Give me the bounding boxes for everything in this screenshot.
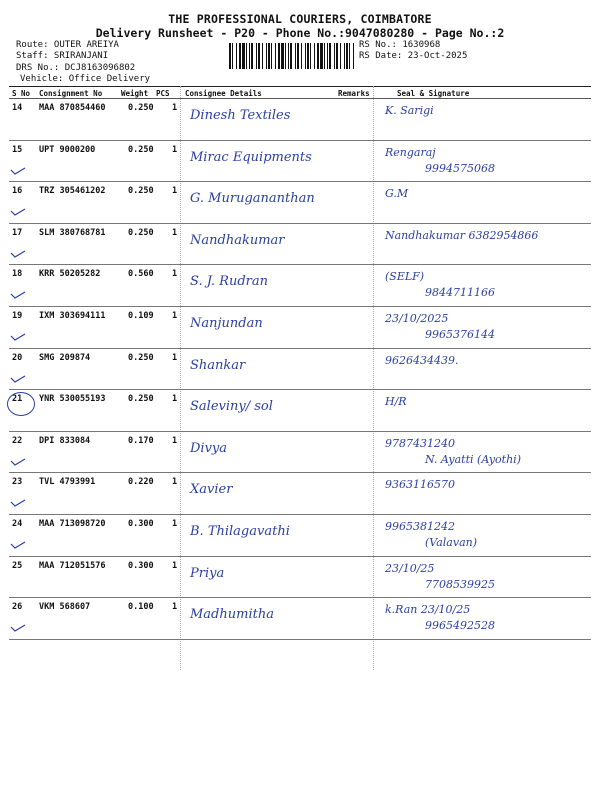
row-weight: 0.250	[128, 352, 154, 363]
row-sno: 21	[12, 394, 23, 405]
row-sno: 20	[12, 352, 23, 363]
row-signature-handwriting: G.M	[385, 187, 409, 201]
row-divider	[9, 514, 591, 515]
delivered-tick-icon	[10, 458, 26, 466]
rs-date: RS Date: 23-Oct-2025	[359, 51, 468, 61]
row-consignee-handwriting: Priya	[190, 565, 225, 581]
row-consignment-no: TRZ 305461202	[39, 186, 106, 197]
delivered-tick-icon	[10, 208, 26, 216]
row-consignment-no: TVL 4793991	[39, 477, 96, 488]
row-pcs: 1	[172, 602, 178, 613]
row-signature-handwriting: 9363116570	[385, 478, 455, 492]
row-signature-phone-handwriting: (Valavan)	[425, 536, 478, 549]
row-pcs: 1	[172, 186, 178, 197]
header-bottom-rule	[9, 98, 591, 99]
col-header-remarks: Remarks	[338, 89, 370, 98]
col-header-sno: S No	[12, 89, 31, 98]
row-signature-handwriting: 9787431240	[385, 436, 455, 450]
row-consignee-handwriting: Dinesh Textiles	[190, 108, 291, 123]
row-sno: 23	[12, 477, 23, 488]
row-weight: 0.100	[128, 602, 154, 613]
row-pcs: 1	[172, 394, 178, 405]
row-signature-phone-handwriting: N. Ayatti (Ayothi)	[425, 452, 521, 466]
row-consignee-handwriting: Nanjundan	[190, 316, 263, 331]
row-divider	[9, 140, 591, 141]
row-signature-handwriting: (SELF)	[385, 270, 425, 284]
row-signature-handwriting: 23/10/2025	[385, 312, 449, 325]
row-signature-phone-handwriting: 9965492528	[425, 619, 495, 633]
row-pcs: 1	[172, 311, 178, 321]
row-21-circle-mark	[7, 392, 35, 416]
row-sno: 17	[12, 227, 23, 238]
col-header-consignment: Consignment No	[39, 89, 103, 98]
row-divider	[9, 223, 591, 224]
row-consignee-handwriting: Saleviny/ sol	[190, 399, 273, 415]
row-signature-handwriting: k.Ran 23/10/25	[385, 603, 471, 617]
row-pcs: 1	[172, 560, 178, 571]
delivered-tick-icon	[10, 333, 26, 341]
row-pcs: 1	[172, 477, 178, 488]
row-consignee-handwriting: Nandhakumar	[190, 232, 285, 248]
drs-number: DRS No.: DCJ8163096802	[16, 63, 136, 73]
row-pcs: 1	[172, 435, 178, 446]
row-pcs: 1	[172, 227, 178, 238]
row-consignment-no: DPI 833084	[39, 435, 91, 446]
row-pcs: 1	[172, 103, 178, 113]
rs-number: RS No.: 1630968	[359, 40, 441, 50]
delivered-tick-icon	[10, 499, 26, 507]
row-sno: 19	[12, 311, 23, 321]
row-consignment-no: YNR 530055193	[39, 394, 106, 405]
row-signature-phone-handwriting: 9844711166	[425, 286, 495, 300]
row-sno: 18	[12, 269, 23, 280]
row-sno: 25	[12, 560, 23, 571]
col-header-consignee: Consignee Details	[185, 89, 262, 98]
row-signature-phone-handwriting: 9965376144	[425, 328, 495, 341]
delivered-tick-icon	[10, 541, 26, 549]
row-consignee-handwriting: S. J. Rudran	[190, 274, 268, 290]
row-weight: 0.170	[128, 435, 154, 446]
row-consignee-handwriting: Divya	[190, 440, 228, 456]
row-signature-phone-handwriting: 9994575068	[425, 161, 495, 175]
row-sno: 24	[12, 519, 23, 529]
row-weight: 0.250	[128, 394, 154, 405]
row-weight: 0.250	[128, 227, 154, 238]
row-weight: 0.250	[128, 144, 154, 155]
delivered-tick-icon	[10, 624, 26, 632]
row-consignment-no: SMG 209874	[39, 352, 91, 363]
runsheet-subtitle: Delivery Runsheet - P20 - Phone No.:9047080280 - Page No.:2	[95, 26, 505, 40]
row-consignee-handwriting: Xavier	[190, 482, 233, 498]
vehicle-label: Vehicle: Office Delivery	[20, 74, 151, 84]
col-header-pcs: PCS	[156, 89, 170, 98]
row-sno: 26	[12, 602, 23, 613]
row-divider	[9, 472, 591, 473]
delivered-tick-icon	[10, 250, 26, 258]
row-consignment-no: MAA 713098720	[39, 519, 106, 529]
row-divider	[9, 389, 591, 390]
row-consignment-no: MAA 870854460	[39, 103, 106, 113]
row-divider	[9, 264, 591, 265]
row-signature-handwriting: Rengaraj	[385, 145, 436, 159]
row-divider	[9, 306, 591, 307]
row-consignee-handwriting: G. Murugananthan	[190, 191, 315, 207]
row-pcs: 1	[172, 519, 178, 529]
col-divider-consignee	[180, 86, 181, 670]
row-signature-handwriting: Nandhakumar 6382954866	[385, 228, 539, 242]
row-sno: 22	[12, 435, 23, 446]
company-title: THE PROFESSIONAL COURIERS, COIMBATORE	[168, 12, 432, 26]
col-divider-seal	[373, 86, 374, 670]
row-signature-handwriting: 9965381242	[385, 520, 455, 533]
row-signature-handwriting: K. Sarigi	[385, 104, 434, 117]
row-signature-handwriting: H/R	[385, 395, 407, 409]
row-signature-handwriting: 9626434439.	[385, 353, 459, 367]
row-weight: 0.250	[128, 103, 154, 113]
delivered-tick-icon	[10, 291, 26, 299]
col-header-seal: Seal & Signature	[397, 89, 470, 98]
row-divider	[9, 348, 591, 349]
row-sno: 16	[12, 186, 23, 197]
row-consignment-no: SLM 380768781	[39, 227, 106, 238]
row-weight: 0.250	[128, 186, 154, 197]
row-consignee-handwriting: Madhumitha	[190, 607, 274, 623]
row-consignment-no: IXM 303694111	[39, 311, 106, 321]
row-signature-handwriting: 23/10/25	[385, 561, 435, 575]
row-consignee-handwriting: Mirac Equipments	[190, 149, 312, 165]
row-consignment-no: KRR 50205282	[39, 269, 101, 280]
staff-label: Staff: SRIRANJANI	[16, 51, 109, 61]
row-weight: 0.560	[128, 269, 154, 280]
row-divider	[9, 431, 591, 432]
row-weight: 0.109	[128, 311, 154, 321]
row-weight: 0.300	[128, 519, 154, 529]
row-pcs: 1	[172, 144, 178, 155]
row-consignment-no: UPT 9000200	[39, 144, 96, 155]
row-sno: 15	[12, 144, 23, 155]
row-signature-phone-handwriting: 7708539925	[425, 577, 495, 591]
row-divider	[9, 556, 591, 557]
delivered-tick-icon	[10, 167, 26, 175]
row-divider	[9, 639, 591, 640]
row-consignment-no: VKM 568607	[39, 602, 91, 613]
row-weight: 0.300	[128, 560, 154, 571]
row-weight: 0.220	[128, 477, 154, 488]
row-consignee-handwriting: Shankar	[190, 357, 246, 373]
col-header-weight: Weight	[121, 89, 149, 98]
delivered-tick-icon	[10, 375, 26, 383]
route-label: Route: OUTER AREIYA	[16, 40, 119, 50]
row-divider	[9, 181, 591, 182]
row-pcs: 1	[172, 352, 178, 363]
barcode-image	[229, 43, 355, 69]
row-divider	[9, 597, 591, 598]
row-consignee-handwriting: B. Thilagavathi	[190, 524, 290, 539]
row-consignment-no: MAA 712051576	[39, 560, 106, 571]
row-pcs: 1	[172, 269, 178, 280]
header-top-rule	[9, 86, 591, 87]
row-sno: 14	[12, 103, 23, 113]
